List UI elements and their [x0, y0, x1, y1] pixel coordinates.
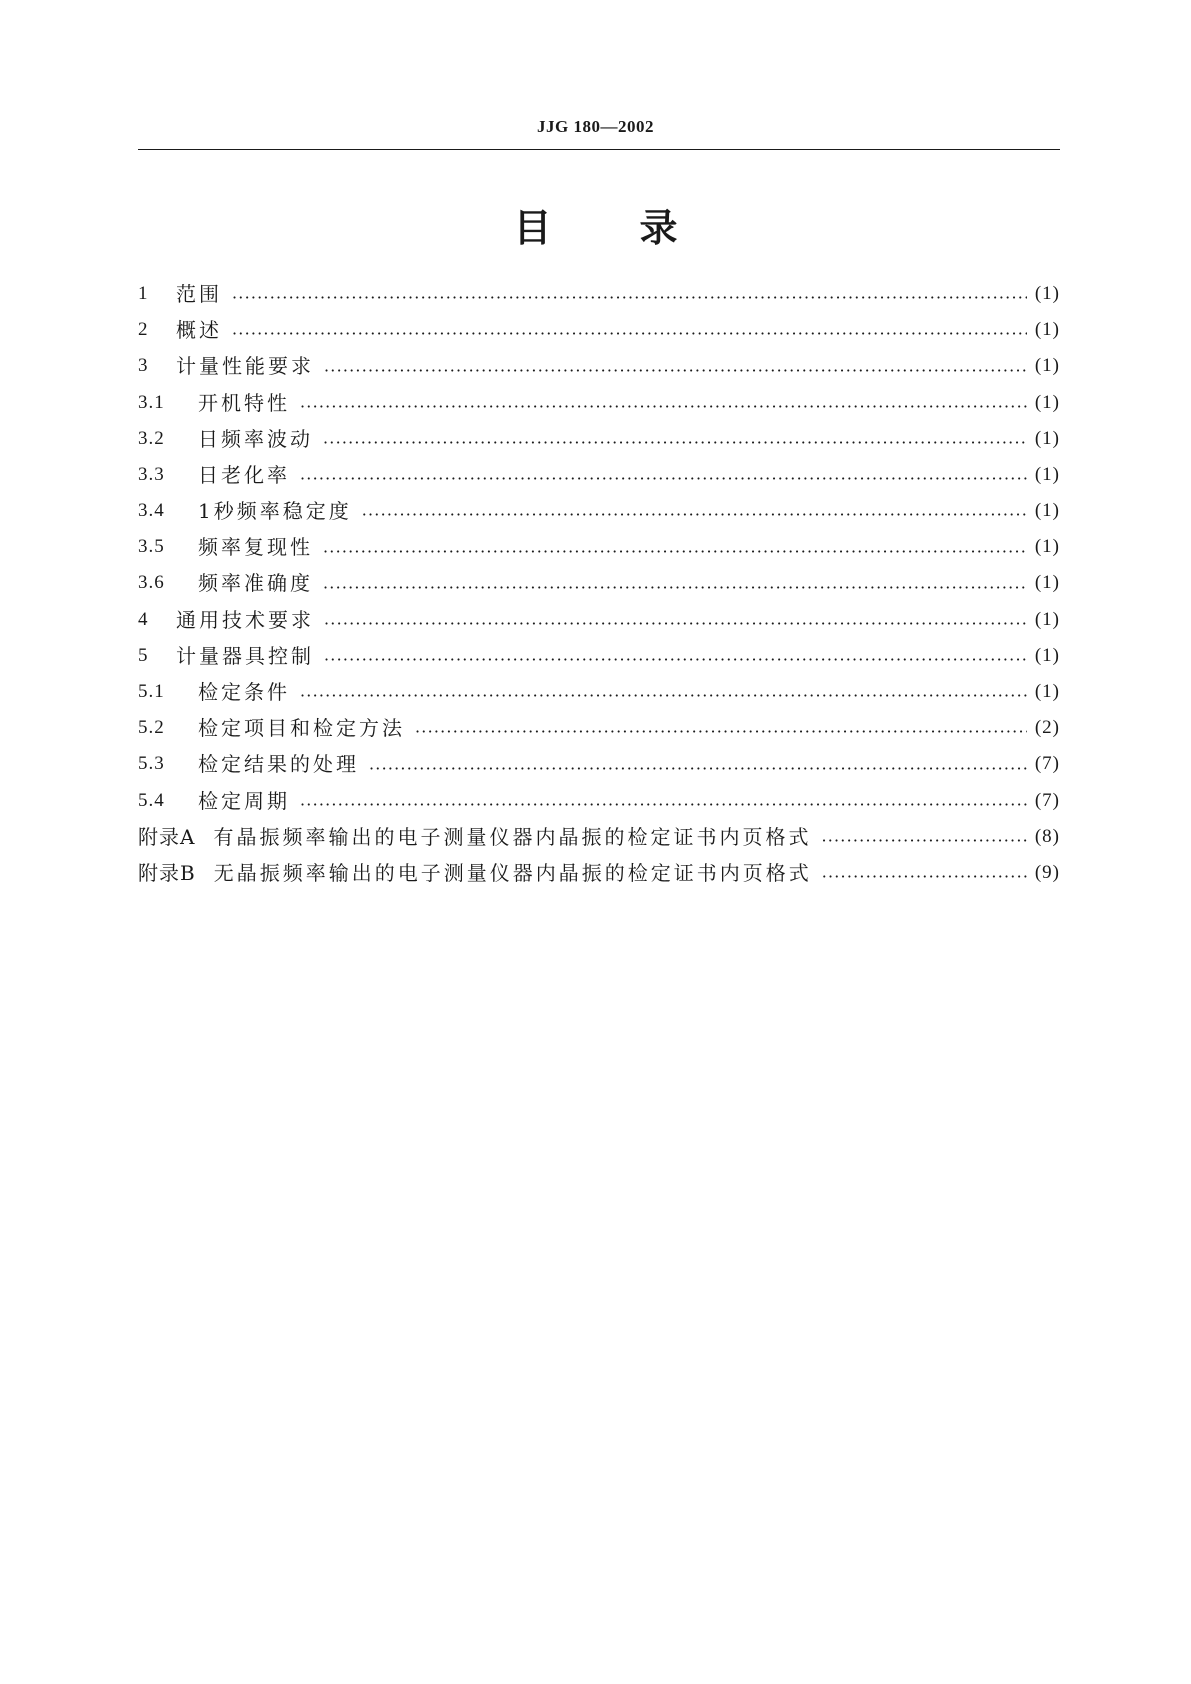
- toc-title-char-1: 目: [513, 206, 552, 250]
- toc-entry-label: 计量器具控制: [176, 643, 314, 668]
- toc-entry-page: (1): [1034, 427, 1060, 449]
- toc-entry-5-1[interactable]: [138, 674, 1060, 710]
- toc-entry-label: 开机特性: [198, 390, 290, 415]
- toc-entry-page: (1): [1034, 572, 1060, 594]
- toc-entry-5[interactable]: [138, 638, 1060, 674]
- page-header-code: JJG 180—2002: [537, 117, 654, 136]
- toc-entry-3-4[interactable]: [138, 493, 1060, 529]
- toc-entry-3-3[interactable]: [138, 457, 1060, 493]
- toc-entry-appendix-b[interactable]: [138, 855, 1060, 891]
- toc-dot-leader: [821, 819, 1026, 855]
- toc-entry-number: 附录B: [138, 860, 196, 885]
- toc-entry-page: (9): [1034, 861, 1060, 883]
- toc-entry-number: 2: [138, 319, 149, 341]
- toc-entry-number: 4: [138, 608, 149, 630]
- toc-dot-leader: [232, 276, 1027, 312]
- toc-dot-leader: [362, 493, 1027, 529]
- toc-entry-page: (1): [1034, 282, 1060, 304]
- toc-dot-leader: [323, 421, 1027, 457]
- toc-title: [0, 197, 1191, 252]
- toc-entry-number: 3.4: [138, 500, 165, 522]
- toc-entry-label: 范围: [176, 281, 222, 306]
- toc-entry-number: 3.3: [138, 463, 165, 485]
- toc-entry-page: (1): [1034, 536, 1060, 558]
- toc-entry-label: 日老化率: [198, 462, 290, 487]
- toc-entry-number: 3.6: [138, 572, 165, 594]
- toc-dot-leader: [324, 638, 1027, 674]
- toc-entry-label: 计量性能要求: [176, 354, 314, 379]
- toc-entry-page: (1): [1034, 500, 1060, 522]
- toc-entry-3-6[interactable]: [138, 566, 1060, 602]
- toc-dot-leader: [369, 747, 1027, 783]
- toc-entry-number: 3: [138, 355, 149, 377]
- toc-entry-5-4[interactable]: [138, 783, 1060, 819]
- toc-entry-page: (1): [1034, 355, 1060, 377]
- toc-entry-number: 附录A: [138, 824, 196, 849]
- toc-dot-leader: [415, 710, 1027, 746]
- toc-dot-leader: [323, 566, 1027, 602]
- toc-entry-3-5[interactable]: [138, 529, 1060, 565]
- toc-entry-page: (1): [1034, 608, 1060, 630]
- toc-dot-leader: [300, 783, 1027, 819]
- toc-entry-number: 5.1: [138, 681, 165, 703]
- toc-entry-number: 3.5: [138, 536, 165, 558]
- toc-entry-3-2[interactable]: [138, 421, 1060, 457]
- toc-entry-label: 日频率波动: [198, 426, 313, 451]
- toc-entry-number: 5.4: [138, 789, 165, 811]
- toc-dot-leader: [822, 855, 1027, 891]
- toc-entry-4[interactable]: [138, 602, 1060, 638]
- toc-entry-number: 5.2: [138, 717, 165, 739]
- toc-entry-label: 通用技术要求: [176, 607, 314, 632]
- toc-dot-leader: [323, 530, 1027, 566]
- toc-dot-leader: [300, 457, 1027, 493]
- toc-entry-label: 检定周期: [198, 788, 290, 813]
- toc-entry-page: (1): [1034, 681, 1060, 703]
- toc-entry-page: (2): [1034, 717, 1060, 739]
- toc-entry-1[interactable]: [138, 276, 1060, 312]
- toc-entry-number: 1: [138, 282, 149, 304]
- toc-entry-3[interactable]: [138, 348, 1060, 384]
- toc-entry-page: (7): [1034, 789, 1060, 811]
- toc-entry-label: 1秒频率稳定度: [198, 499, 352, 524]
- toc-entry-appendix-a[interactable]: [138, 819, 1060, 855]
- toc-entry-page: (1): [1034, 463, 1060, 485]
- toc-entry-label: 检定结果的处理: [198, 752, 359, 777]
- toc-dot-leader: [324, 602, 1027, 638]
- toc-entry-number: 5.3: [138, 753, 165, 775]
- toc-entry-number: 5: [138, 644, 149, 666]
- toc-entry-page: (8): [1034, 825, 1060, 847]
- toc-dot-leader: [300, 385, 1027, 421]
- toc-entry-2[interactable]: [138, 312, 1060, 348]
- toc-entry-label: 有晶振频率输出的电子测量仪器内晶振的检定证书内页格式: [213, 824, 812, 849]
- toc-entry-5-2[interactable]: [138, 710, 1060, 746]
- toc-dot-leader: [232, 312, 1027, 348]
- toc-title-char-2: 录: [639, 206, 678, 250]
- toc-entry-label: 频率准确度: [198, 571, 313, 596]
- toc-entry-3-1[interactable]: [138, 385, 1060, 421]
- header-rule: [138, 149, 1060, 150]
- toc-dot-leader: [300, 674, 1027, 710]
- toc-entry-page: (7): [1034, 753, 1060, 775]
- toc-entry-page: (1): [1034, 391, 1060, 413]
- toc-dot-leader: [324, 349, 1027, 385]
- toc-entry-label: 概述: [176, 318, 222, 343]
- toc-entry-number: 3.1: [138, 391, 165, 413]
- toc-entry-page: (1): [1034, 644, 1060, 666]
- toc-list: [138, 276, 1060, 891]
- toc-entry-label: 频率复现性: [198, 535, 313, 560]
- toc-entry-label: 无晶振频率输出的电子测量仪器内晶振的检定证书内页格式: [213, 860, 812, 885]
- toc-entry-label: 检定项目和检定方法: [198, 716, 405, 741]
- toc-entry-label: 检定条件: [198, 680, 290, 705]
- toc-entry-number: 3.2: [138, 427, 165, 449]
- toc-entry-page: (1): [1034, 319, 1060, 341]
- toc-entry-5-3[interactable]: [138, 746, 1060, 782]
